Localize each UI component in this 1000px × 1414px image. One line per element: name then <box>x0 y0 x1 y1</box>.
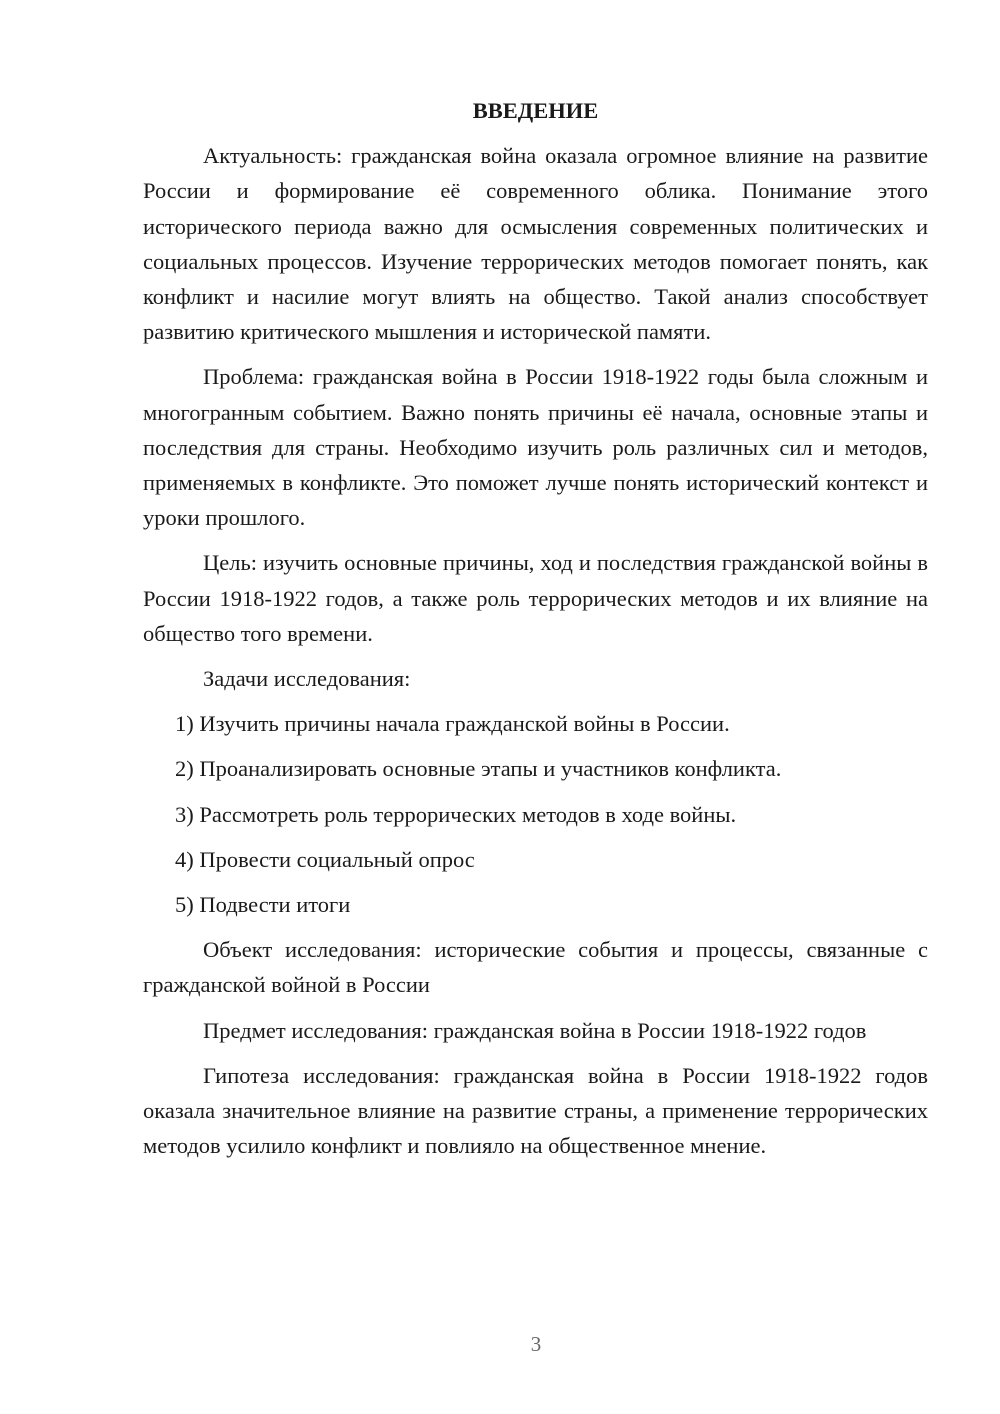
list-item: 2) Проанализировать основные этапы и участников конфликта. <box>175 756 782 782</box>
list-item: 3) Рассмотреть роль террорических методов в ходе войны. <box>175 801 737 827</box>
list-item: 4) Провести социальный опрос <box>175 846 475 872</box>
page-number: 3 <box>530 1332 542 1356</box>
document-body <box>143 93 928 1173</box>
paragraph-object: Объект исследования: исторические события и процессы, связанные с гражданской войной в России <box>143 937 928 998</box>
paragraph-relevance: Актуальность: гражданская война оказала огромное влияние на развитие России и формирование её современного облика. Понимание этого исторического периода важно для осмысления современных политических и социальных процессов. Изучение террорических методов помогает понять, как конфликт и насилие могут влиять на общество. Такой анализ способствует развитию критического мышления и исторической памяти. <box>143 143 928 345</box>
paragraph-problem: Проблема: гражданская война в России 1918-1922 годы была сложным и многогранным событием. Важно понять причины её начала, основные этапы и последствия для страны. Необходимо изучить роль различных сил и методов, применяемых в конфликте. Это поможет лучше понять исторический контекст и уроки прошлого. <box>143 364 928 531</box>
paragraph-subject: Предмет исследования: гражданская война в России 1918-1922 годов <box>203 1017 867 1043</box>
list-item: 5) Подвести итоги <box>175 892 351 918</box>
tasks-heading: Задачи исследования: <box>203 666 411 692</box>
paragraph-hypothesis: Гипотеза исследования: гражданская война в России 1918-1922 годов оказала значительное влияние на развитие страны, а применение террорических методов усилило конфликт и повлияло на общественное мнение. <box>143 1062 928 1159</box>
section-title: ВВЕДЕНИЕ <box>472 98 599 123</box>
tasks-list <box>143 706 928 922</box>
paragraph-goal: Цель: изучить основные причины, ход и последствия гражданской войны в России 1918-1922 годов, а также роль террорических методов и их влияние на общество того времени. <box>143 550 928 646</box>
list-item: 1) Изучить причины начала гражданской войны в России. <box>175 711 730 737</box>
